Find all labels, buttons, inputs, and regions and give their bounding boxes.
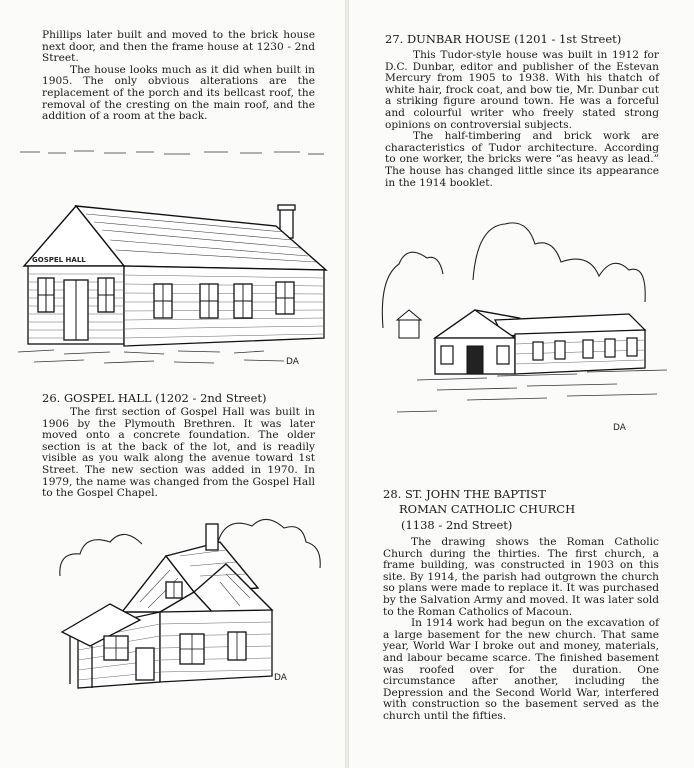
gospel-hall-sign: GOSPEL HALL [32,256,86,264]
dunbar-house-text [385,50,659,189]
church-heading-line-2: ROMAN CATHOLIC CHURCH [399,502,576,516]
dunbar-paragraph-1: This Tudor-style house was built in 1912 for D.C. Dunbar, editor and publisher of the Estevan Mercury from 1905 to 1938. With his thatch of white hair, frock coat, and bow tie, Mr. Dunbar cut a striking figure around town. He was a forceful and colourful writer who freely stated strong opinions on controversial subjects. [385,49,659,131]
intro-paragraph-2: The house looks much as it did when built in 1905. The only obvious alterations are the replacement of the porch and its bellcast roof, the removal of the cresting on the main roof, and the addition of a room at the back. [42,63,315,123]
left-page [0,0,345,768]
church-paragraph-1: The drawing shows the Roman Catholic Church during the thirties. The first church, a frame building, was constructed in 1903 on this site. By 1914, the parish had outgrown the church so plans were made to replace it. It was purchased by the Salvation Army and moved. It was later sold to the Roman Catholics of Macoun. [383,536,659,618]
gospel-hall-paragraph: The first section of Gospel Hall was built in 1906 by the Plymouth Brethren. It was later moved onto a concrete foundation. The older section is at the back of the lot, and is readily visible as you walk along the avenue toward 1st Street. The new section was added in 1970. In 1979, the name was changed from the Gospel Hall to the Gospel Chapel. [42,406,315,500]
intro-paragraph-1: Phillips later built and moved to the brick house next door, and then the frame house at 1230 - 2nd Street. [42,29,315,65]
gospel-hall-text [42,407,315,500]
church-heading-line-3: (1138 - 2nd Street) [401,518,513,532]
tudor-house-illustration [40,512,330,698]
church-heading-line-1: 28. ST. JOHN THE BAPTIST [383,487,546,501]
church-signature: DA [613,423,626,433]
gospel-hall-illustration [14,148,334,380]
right-page [349,0,694,768]
tudor-house-signature: DA [274,673,287,683]
church-paragraph-2: In 1914 work had begun on the excavation of a large basement for the new church. That same year, World War I broke out and money, materials, and labour became scarce. The finished basement was roofed over for the duration. One circumstance after another, including the Depression and the Second World War, interfered with construction so the basement served as the church until the fifties. [383,617,659,722]
gospel-hall-signature: DA [286,357,299,367]
dunbar-house-heading: 27. DUNBAR HOUSE (1201 - 1st Street) [385,32,622,46]
church-illustration [377,218,677,438]
intro-text [42,30,315,123]
church-text [383,537,659,723]
gospel-hall-heading: 26. GOSPEL HALL (1202 - 2nd Street) [42,391,267,405]
dunbar-paragraph-2: The half-timbering and brick work are characteristics of Tudor architecture. According to one worker, the bricks were “as heavy as lead.” The house has changed little since its appearance in the 1914 booklet. [385,130,659,189]
